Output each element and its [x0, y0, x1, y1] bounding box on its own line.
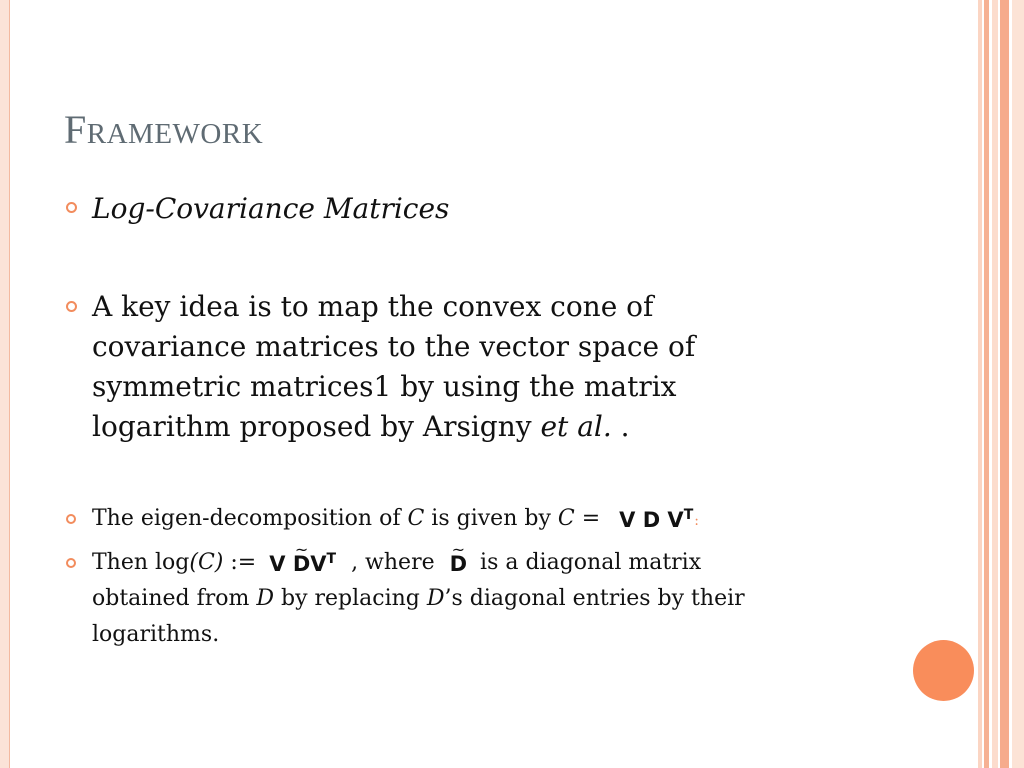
- orange-circle-decoration: [913, 640, 974, 701]
- bullet-item: [66, 506, 699, 532]
- bullet-marker-icon: [66, 202, 77, 213]
- slide-title: FRAMEWORK: [64, 107, 264, 152]
- bullet-marker-icon: [66, 301, 77, 312]
- bullet-item: [66, 550, 745, 647]
- bullet-item: [66, 290, 696, 443]
- bullet-text: Log-Covariance Matrices: [92, 192, 450, 225]
- left-border-decoration: [0, 0, 10, 768]
- right-stripe-decoration: [1012, 0, 1024, 768]
- bullet-marker-icon: [66, 514, 76, 524]
- right-stripe-decoration: [984, 0, 989, 768]
- bullet-item: [66, 192, 450, 225]
- bullet-text: A key idea is to map the convex cone of covariance matrices to the vector space of symmetric matrices1 by using the matrix logarithm proposed by Arsigny et al. .: [92, 290, 696, 443]
- right-stripe-decoration: [978, 0, 982, 768]
- equation-image: ~ D: [450, 546, 467, 582]
- right-stripe-decoration: [1000, 0, 1009, 768]
- orange-mark-icon: :: [694, 513, 699, 529]
- right-stripe-decoration: [992, 0, 998, 768]
- bullet-marker-icon: [66, 558, 76, 568]
- bullet-text: Then log(C) := V ~ $DV^T$ , where ~ D is a diagonal matrix obtained from D by replacing D’s diagonal entries by their logarithms.: [92, 544, 882, 653]
- bullet-text: The eigen-decomposition of C is given by C = V D $V^T$:: [92, 500, 882, 539]
- equation-image: V ~ $DV^T$: [269, 546, 336, 582]
- equation-image: V D $V^T$: [619, 507, 694, 532]
